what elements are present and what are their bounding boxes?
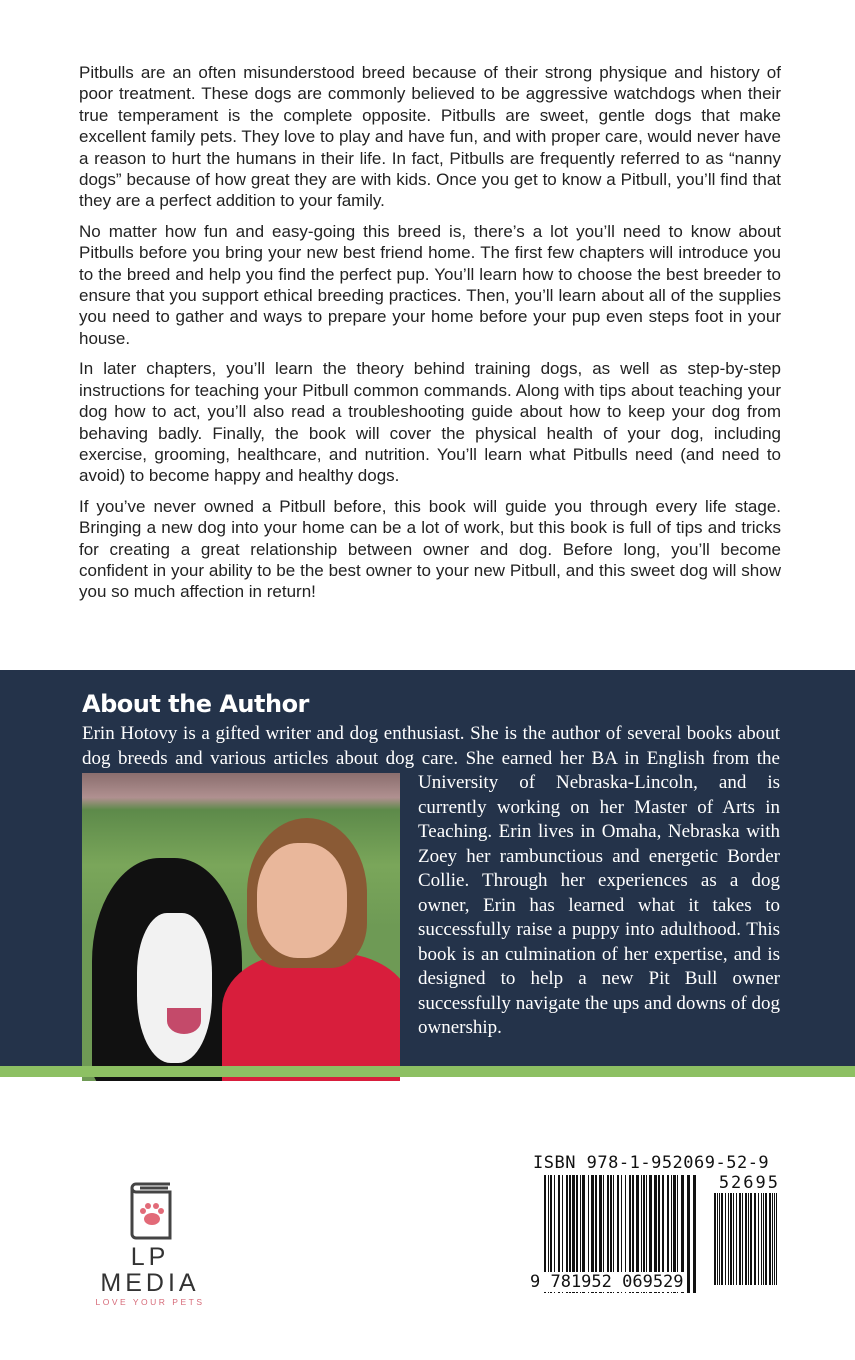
- addon-bar: [761, 1193, 762, 1285]
- blurb-paragraph: In later chapters, you’ll learn the theory behind training dogs, as well as step-by-step instructions for teaching your Pitbull common commands. Along with tips about teaching your dog how to act, you’ll also read a troubleshooting guide about how to keep your dog from behaving badly. Finally, the book will cover the physical health of your dog, including exercise, grooming, healthcare, and nutrition. You’ll learn what Pitbulls need (and need to avoid) to become happy and healthy dogs.: [79, 359, 781, 486]
- author-face-shape: [257, 843, 347, 958]
- barcode-bar: [693, 1175, 696, 1293]
- addon-bar: [754, 1193, 756, 1285]
- addon-bar: [733, 1193, 734, 1285]
- publisher-name: LP MEDIA: [100, 1243, 200, 1297]
- about-author-section: [0, 670, 855, 1066]
- addon-bar: [750, 1193, 752, 1285]
- isbn-text: ISBN 978-1-952069-52-9: [533, 1153, 770, 1173]
- price-addon-text: 52695: [718, 1173, 780, 1193]
- addon-bar: [748, 1193, 749, 1285]
- addon-bar: [736, 1193, 737, 1285]
- addon-bar: [714, 1193, 716, 1285]
- publisher-tagline: LOVE YOUR PETS: [95, 1297, 205, 1307]
- green-stripe: [0, 1066, 855, 1077]
- back-cover-blurb: [79, 62, 781, 612]
- addon-bar: [742, 1193, 743, 1285]
- addon-bar: [719, 1193, 720, 1285]
- addon-bar: [774, 1193, 775, 1285]
- author-bio: Erin Hotovy is a gifted writer and dog enthusiast. She is the author of several books about dog breeds and various articles about dog care. She earned her BA in English from the University of Nebraska-Lincoln, and is currently working on her Master of Arts in Teaching. Erin lives in Omaha, Nebraska with Zoey her rambunctious and energetic Border Collie. Through her experiences as a dog owner, Erin has learned what it takes to successfully raise a puppy into adulthood. This book is an culmination of her expertise, and is designed to help a new Pit Bull owner successfully navigate the ups and downs of dog ownership.: [82, 723, 780, 1038]
- ean-digits: 9 781952 069529: [530, 1272, 684, 1292]
- addon-bar: [739, 1193, 741, 1285]
- dog-face-shape: [137, 913, 212, 1063]
- addon-bar: [745, 1193, 747, 1285]
- blurb-paragraph: No matter how fun and easy-going this breed is, there’s a lot you’ll need to know about Pitbulls before you bring your new best friend home. The first few chapters will introduce you to the breed and help you find the perfect pup. You’ll learn how to choose the best breeder to ensure that you support ethical breeding practices. Then, you’ll learn about all of the supplies you need to gather and ways to prepare your home before your pup even steps foot in your house.: [79, 221, 781, 348]
- addon-bar: [725, 1193, 726, 1285]
- addon-bar: [763, 1193, 764, 1285]
- author-shirt-shape: [222, 953, 400, 1081]
- addon-bar: [758, 1193, 759, 1285]
- addon-bar: [717, 1193, 718, 1285]
- isbn-barcode: [530, 1153, 780, 1293]
- book-paw-icon: [126, 1178, 174, 1240]
- addon-bar: [730, 1193, 732, 1285]
- publisher-logo: [84, 1178, 216, 1307]
- addon-bar: [728, 1193, 729, 1285]
- barcode-bar: [687, 1175, 690, 1293]
- blurb-paragraph: Pitbulls are an often misunderstood breed because of their strong physique and history of poor treatment. These dogs are commonly believed to be aggressive watchdogs when their true temperament is the complete opposite. Pitbulls are sweet, gentle dogs that make excellent family pets. They love to play and have fun, and with proper care, would never have a reason to hurt the humans in their life. In fact, Pitbulls are frequently referred to as “nanny dogs” because of how great they are with kids. Once you get to know a Pitbull, you’ll find that they are a perfect addition to your family.: [79, 63, 781, 211]
- author-bio-container: [82, 722, 780, 1041]
- about-author-heading: About the Author: [82, 690, 309, 718]
- addon-bar: [769, 1193, 771, 1285]
- blurb-paragraph: If you’ve never owned a Pitbull before, this book will guide you through every life stage. Bringing a new dog into your home can be a lot of work, but this book is full of tips and tricks for creating a great relationship between owner and dog. Before long, you’ll become confident in your ability to be the best owner to your new Pitbull, and this sweet dog will show you so much affection in return!: [79, 496, 781, 602]
- addon-bar: [772, 1193, 773, 1285]
- addon-bar: [721, 1193, 723, 1285]
- author-photo: [82, 773, 400, 1081]
- addon-bar: [776, 1193, 777, 1285]
- addon-bar: [765, 1193, 767, 1285]
- dog-tongue-shape: [167, 1008, 201, 1034]
